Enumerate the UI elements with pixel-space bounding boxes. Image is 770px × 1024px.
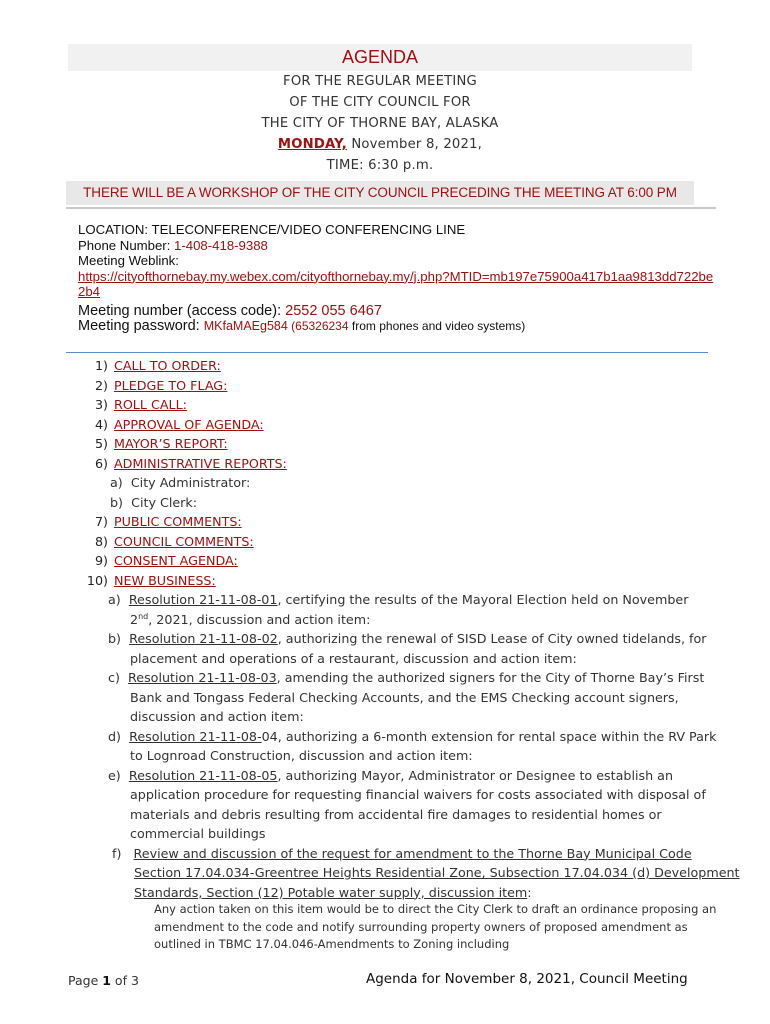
agenda-title: AGENDA <box>68 44 692 71</box>
meeting-weblink[interactable]: https://cityofthornebay.my.webex.com/cityofthornebay.my/j.php?MTID=mb197e75900a417b1aa9813dd722be2b4 <box>78 268 714 299</box>
agenda-item: 10) NEW BUSINESS: <box>86 572 216 588</box>
agenda-item: 9) CONSENT AGENDA: <box>94 553 238 568</box>
phone-line: Phone Number: 1-408-418-9388 <box>78 237 268 253</box>
note-line: amendment to the code and notify surrounding property owners of proposed amendment as <box>154 920 688 934</box>
new-business-item-b: b) Resolution 21-11-08-02, authorizing the renewal of SISD Lease of City owned tidelands, for <box>108 631 707 646</box>
meeting-date: MONDAY, November 8, 2021, <box>277 137 483 152</box>
new-business-item-c: c) Resolution 21-11-08-03, amending the authorized signers for the City of Thorne Bay’s First <box>108 670 705 685</box>
agenda-item: 2) PLEDGE TO FLAG: <box>94 377 228 393</box>
header-line-1: FOR THE REGULAR MEETING <box>283 74 477 89</box>
meeting-number: 2552 055 6467 <box>285 302 382 319</box>
agenda-item: 3) ROLL CALL: <box>94 397 187 412</box>
divider <box>66 207 716 209</box>
agenda-item: 7) PUBLIC COMMENTS: <box>94 514 242 529</box>
agenda-item: 8) COUNCIL COMMENTS: <box>94 533 254 549</box>
meeting-password-line: Meeting password: MKfaMAEg584 (65326234 from phones and video systems) <box>78 318 526 334</box>
agenda-item: 5) MAYOR’S REPORT: <box>94 436 228 451</box>
meeting-day: MONDAY, <box>277 137 347 152</box>
note-line: Any action taken on this item would be to direct the City Clerk to draft an ordinance proposing an <box>154 902 717 916</box>
weblink-label: Meeting Weblink: <box>78 253 179 268</box>
header-line-3: THE CITY OF THORNE BAY, ALASKA <box>261 116 499 131</box>
sub-item: a) City Administrator: <box>110 475 251 490</box>
footer-title: Agenda for November 8, 2021, Council Meeting <box>366 971 688 987</box>
phone-number: 1-408-418-9388 <box>174 237 268 253</box>
meeting-password: MKfaMAEg584 <box>203 319 288 333</box>
new-business-item-d: d) Resolution 21-11-08-04, authorizing a 6-month extension for rental space within the RV Park <box>108 728 717 744</box>
sub-item: b) City Clerk: <box>110 494 198 510</box>
page-number: Page 1 of 3 <box>68 973 139 988</box>
header-line-2: OF THE CITY COUNCIL FOR <box>289 95 471 110</box>
agenda-item: 6) ADMINISTRATIVE REPORTS: <box>94 455 287 471</box>
meeting-time: TIME: 6:30 p.m. <box>326 158 434 173</box>
new-business-item-a: a) Resolution 21-11-08-01, certifying the results of the Mayoral Election held on November <box>108 592 689 607</box>
note-line: outlined in TBMC 17.04.046-Amendments to Zoning including <box>154 937 510 951</box>
location-block <box>78 222 718 335</box>
resolution-link: Resolution 21-11-08-01 <box>128 592 278 607</box>
new-business-item-f: f) Review and discussion of the request for amendment to the Thorne Bay Municipal Code <box>112 845 692 861</box>
new-business-item-e: e) Resolution 21-11-08-05, authorizing Mayor, Administrator or Designee to establish an <box>108 767 673 783</box>
location-line: LOCATION: TELECONFERENCE/VIDEO CONFERENCING LINE <box>78 222 466 237</box>
workshop-notice: THERE WILL BE A WORKSHOP OF THE CITY COUNCIL PRECEDING THE MEETING AT 6:00 PM <box>66 181 694 205</box>
agenda-item: 1) CALL TO ORDER: <box>94 358 221 373</box>
meeting-number-line: Meeting number (access code): 2552 055 6467 <box>78 302 382 319</box>
meeting-header <box>0 71 760 176</box>
divider <box>66 352 708 353</box>
agenda-item: 4) APPROVAL OF AGENDA: <box>94 416 264 432</box>
